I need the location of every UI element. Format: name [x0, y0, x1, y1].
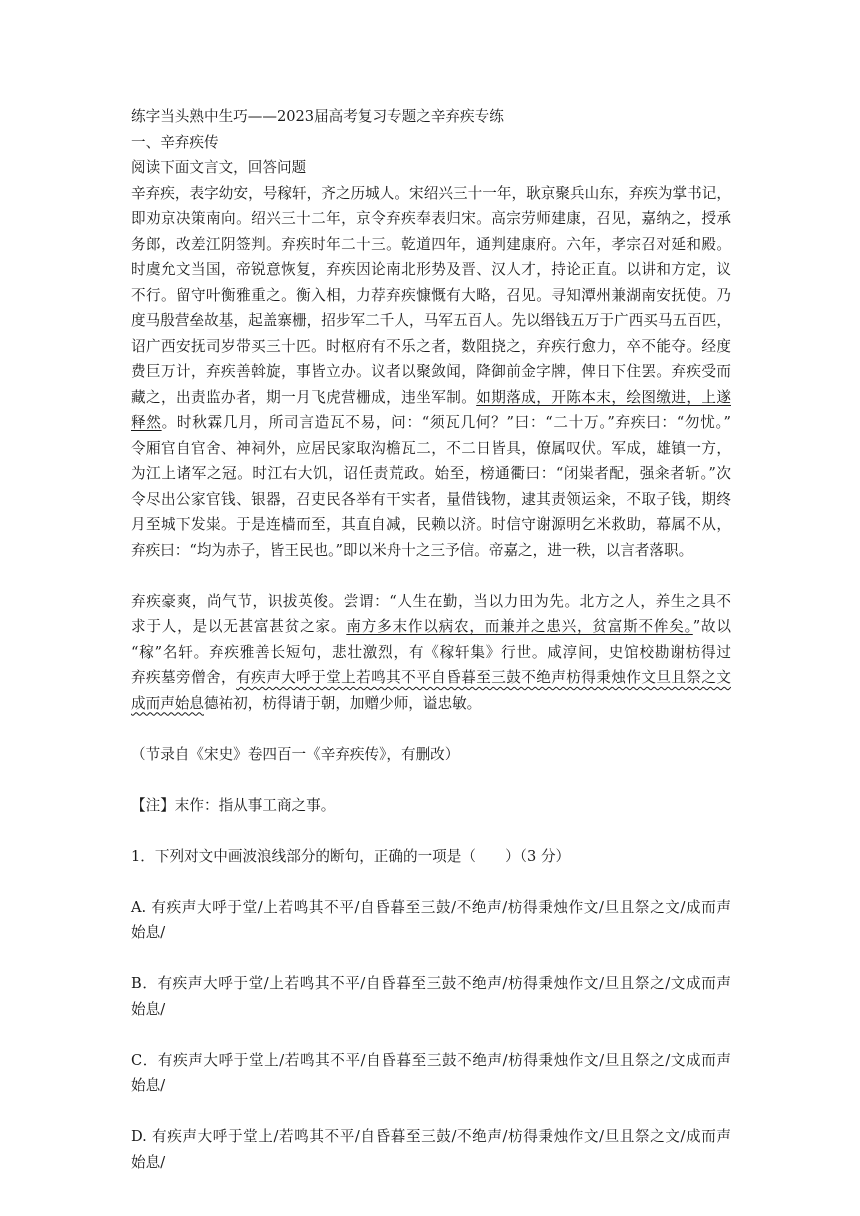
option-a-line: 始息/ — [131, 924, 166, 941]
paragraph-gap — [131, 946, 731, 972]
passage-line — [131, 691, 731, 717]
option-a-line: A. 有疾声大呼于堂/上若鸣其不平/自昏暮至三鼓/不绝声/枋得秉烛作文/旦且祭之文/成而声 — [131, 898, 731, 916]
passage-line: 月至城下发粜。于是连樯而至，其直自减，民赖以济。时信守谢源明乞米救助，幕属不从， — [131, 516, 731, 533]
passage-line: 时虞允文当国，帝锐意恢复，弃疾因论南北形势及晋、汉人才，持论正直。以讲和方定，议 — [131, 261, 731, 278]
passage-paragraph-1 — [131, 181, 731, 564]
passage-line: 弃疾豪爽，尚气节，识拔英俊。尝谓：“人生在勤，当以力田为先。北方之人，养生之具不 — [131, 592, 731, 610]
option-d-line: D. 有疾声大呼于堂上/若鸣其不平/自昏暮至三鼓/不绝声/枋得秉烛作文/旦且祭之文/成而声 — [131, 1128, 731, 1145]
paragraph-gap — [131, 563, 731, 589]
option-c-line: 始息/ — [131, 1077, 166, 1094]
passage-line: 即劝京决策南向。绍兴三十二年，京令弃疾奉表归宋。高宗劳师建康，召见，嘉纳之，授承 — [131, 210, 731, 227]
passage-text: ”故以 — [692, 618, 732, 635]
paragraph-gap — [131, 1099, 731, 1125]
passage-line: 辛弃疾，表字幼安，号稼轩，齐之历城人。宋绍兴三十一年，耿京聚兵山东，弃疾为掌书记， — [131, 184, 731, 202]
passage-line: 弃疾曰：“均为赤子，皆王民也。”即以米舟十之三予信。帝嘉之，进一秩，以言者落职。 — [131, 541, 694, 559]
question-1: 1．下列对文中画波浪线部分的断句，正确的一项是（ ）（3 分） — [131, 847, 571, 865]
passage-line: 令尽出公家官钱、银器，召吏民各举有干实者，量借钱物，逮其责领运籴，不取子钱，期终 — [131, 490, 731, 508]
option-b-line: 始息/ — [131, 1000, 166, 1018]
passage-line: 令厢官自官舍、神祠外，应居民家取沟檐瓦二，不二日皆具，僚属叹伏。军成，雄镇一方， — [131, 439, 731, 457]
option-c-line: C．有疾声大呼于堂上/若鸣其不平/自昏暮至三鼓不绝声/枋得秉烛作文/旦且祭之/文成而声 — [131, 1051, 731, 1069]
passage-line — [131, 665, 731, 691]
paragraph-gap — [131, 767, 731, 793]
passage-line — [131, 385, 731, 411]
passage-line — [131, 410, 731, 436]
passage-line: 度马殷营垒故基，起盖寨栅，招步军二千人，马军五百人。先以缗钱五万于广西买马五百匹， — [131, 312, 731, 329]
passage-text: 弃疾墓旁僧舍， — [131, 669, 237, 686]
paragraph-gap — [131, 1022, 731, 1048]
option-c[interactable] — [131, 1048, 731, 1099]
paragraph-gap — [131, 869, 731, 895]
passage-text: 德祐初，枋得请于朝，加赠少师，谥忠敏。 — [203, 694, 482, 712]
passage-line: 务郎，改差江阴签判。弃疾时年二十三。乾道四年，通判建康府。六年，孝宗召对延和殿。 — [131, 235, 731, 253]
passage-line: 诏广西安抚司岁带买三十匹。时枢府有不乐之者，数阻挠之，弃疾行愈力，卒不能夺。经度 — [131, 337, 731, 355]
option-b[interactable] — [131, 971, 731, 1022]
source-citation: （节录自《宋史》卷四百一《辛弃疾传》，有删改） — [131, 745, 460, 763]
underlined-sentence: 南方多末作以病农，而兼并之患兴，贫富斯不侔矣。 — [346, 618, 693, 635]
option-d-line: 始息/ — [131, 1153, 166, 1171]
instruction: 阅读下面文言文，回答问题 — [131, 159, 307, 176]
passage-line — [131, 614, 731, 640]
annotation-note: 【注】末作：指从事工商之事。 — [131, 796, 336, 814]
passage-text: 求于人，是以无甚富甚贫之家。 — [131, 618, 347, 635]
option-a[interactable] — [131, 895, 731, 946]
wavy-underlined-text: 有疾声大呼于堂上若鸣其不平自昏暮至三鼓不绝声枋得秉烛作文旦且祭之文 — [236, 669, 731, 686]
document-body — [131, 104, 731, 1175]
underlined-sentence: 释然 — [131, 414, 162, 431]
passage-line: 费巨万计，弃疾善斡旋，事皆立办。议者以聚敛闻，降御前金字牌，俾日下住罢。弃疾受而 — [131, 363, 731, 380]
passage-line: “稼”名轩。弃疾雅善长短句，悲壮激烈，有《稼轩集》行世。咸淳间，史馆校勘谢枋得过 — [131, 643, 731, 661]
doc-title: 练字当头熟中生巧——2023届高考复习专题之辛弃疾专练 — [131, 108, 504, 125]
passage-line: 为江上诸军之冠。时江右大饥，诏任责荒政。始至，榜通衢曰：“闭粜者配，强籴者斩。”次 — [131, 465, 731, 482]
wavy-underlined-text: 成而声始息 — [131, 694, 204, 712]
passage-text: 藏之，出责监办者，期一月飞虎营栅成，违坐军制。 — [131, 388, 477, 406]
option-b-line: B．有疾声大呼于堂/上若鸣其不平/自昏暮至三鼓不绝声/枋得秉烛作文/旦且祭之/文成而声 — [131, 975, 731, 992]
paragraph-gap — [131, 716, 731, 742]
passage-text: 。时秋霖几月，所司言造瓦不易，问：“须瓦几何？”曰：“二十万。”弃疾曰：“勿忧。” — [161, 414, 731, 431]
option-d[interactable] — [131, 1124, 731, 1175]
paragraph-gap — [131, 818, 731, 844]
passage-paragraph-2 — [131, 589, 731, 717]
passage-line: 不行。留守叶衡雅重之。衡入相，力荐弃疾慷慨有大略，召见。寻知潭州兼湖南安抚使。乃 — [131, 286, 731, 304]
section-heading: 一、辛弃疾传 — [131, 133, 219, 151]
underlined-sentence: 如期落成，开陈本末，绘图缴进，上遂 — [476, 388, 731, 406]
